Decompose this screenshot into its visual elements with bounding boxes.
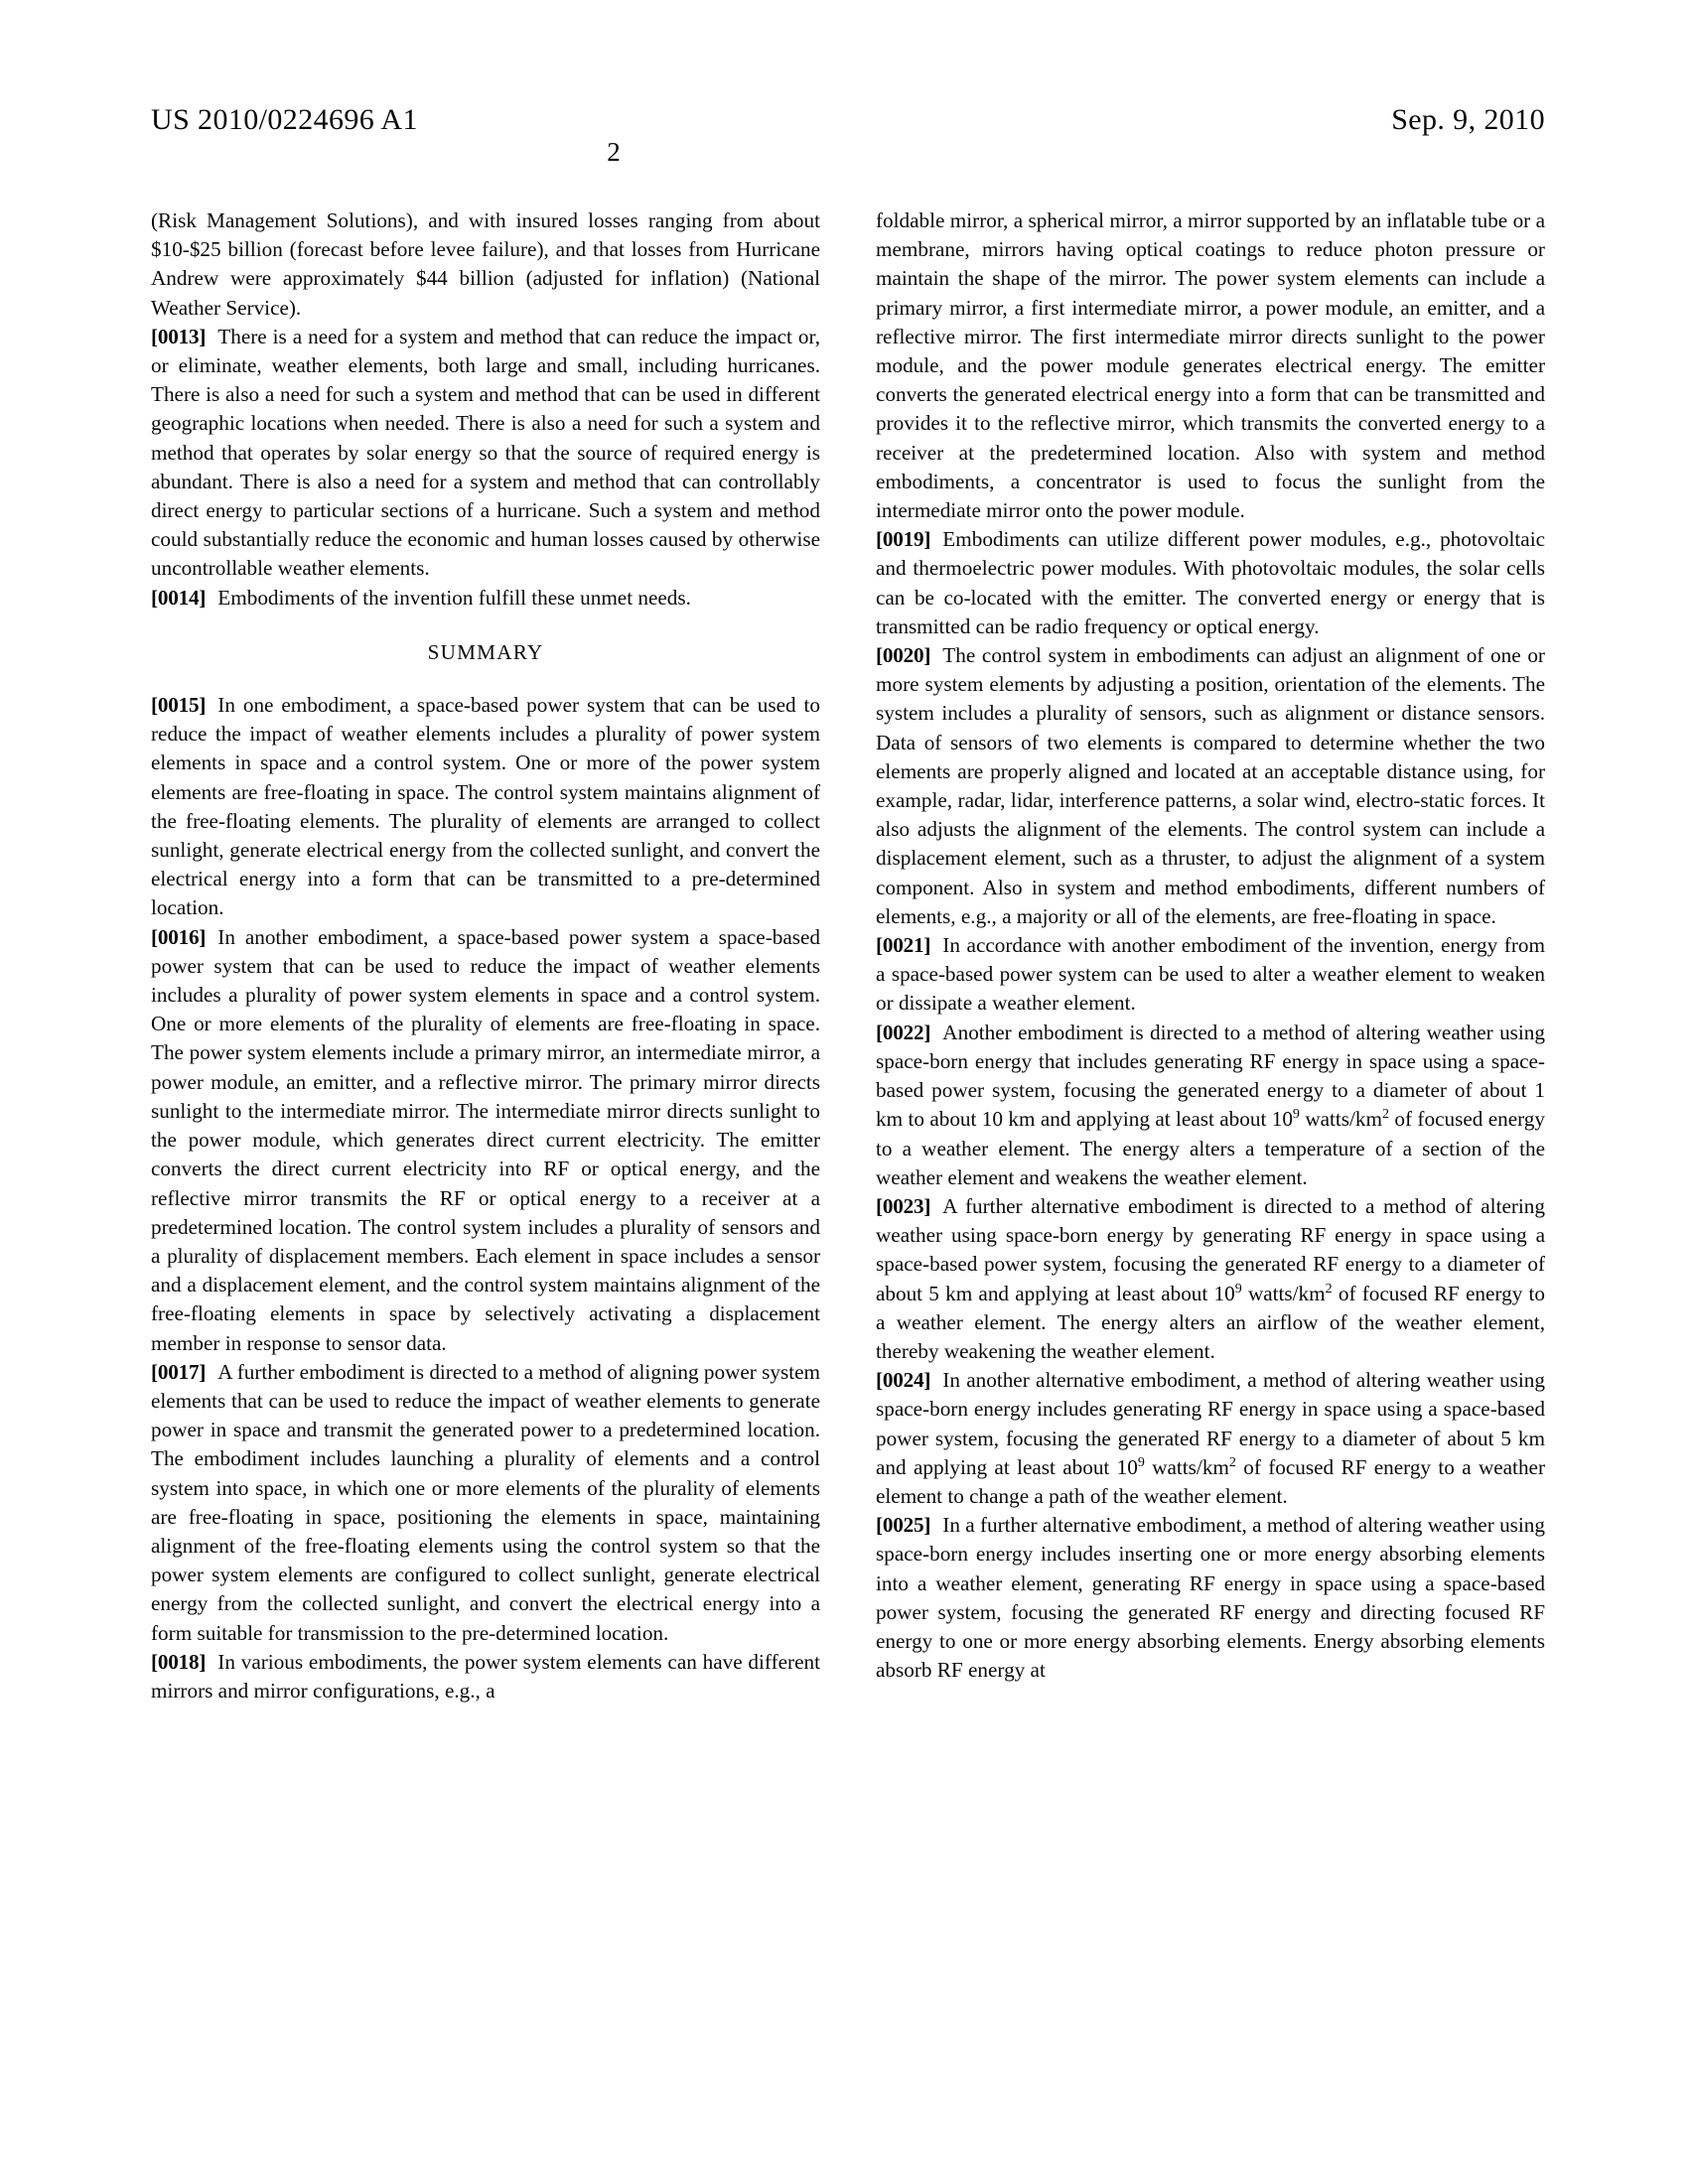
paragraph-text-0023-sup2: 2: [1325, 1281, 1333, 1297]
paragraph-0023: [876, 1192, 1545, 1366]
paragraph-number-0013: [0013]: [151, 324, 207, 348]
paragraph-number-0020: [0020]: [876, 643, 931, 668]
paragraph-number-0017: [0017]: [151, 1359, 207, 1384]
paragraph-0014: [151, 584, 820, 613]
paragraph-text-0013: There is a need for a system and method that can reduce the impact or, or eliminate, weather elements, both large and small, including hurricanes. There is also a need for such a system and method that can be used in different geographic locations when needed. There is also a need for such a system and method that operates by solar energy so that the source of required energy is abundant. There is also a need for a system and method that can controllably direct energy to particular sections of a hurricane. Such a system and method could substantially reduce the economic and human losses caused by otherwise uncontrollable weather elements.: [151, 324, 820, 581]
paragraph-text-0016: In another embodiment, a space-based power system a space-based power system that can be used to reduce the impact of weather elements includes a plurality of power system elements in space and a control system. One or more elements of the plurality of elements are free-floating in space. The power system elements include a primary mirror, an intermediate mirror, a power module, an emitter, and a reflective mirror. The primary mirror directs sunlight to the intermediate mirror. The intermediate mirror directs sunlight to the power module, which generates direct current electricity. The emitter converts the direct current electricity into RF or optical energy, and the reflective mirror transmits the RF or optical energy to a receiver at a predetermined location. The control system includes a plurality of sensors and a plurality of displacement members. Each element in space includes a sensor and a displacement element, and the control system maintains alignment of the free-floating elements in space by selectively activating a displacement member in response to sensor data.: [151, 924, 820, 1355]
paragraph-0024: [876, 1366, 1545, 1511]
two-column-body: [151, 206, 1545, 2093]
continued-paragraph-right: foldable mirror, a spherical mirror, a mirror supported by an inflatable tube or a membrane, mirrors having optical coatings to reduce photon pressure or maintain the shape of the mirror. The power system elements can include a primary mirror, a first intermediate mirror, a power module, an emitter, and a reflective mirror. The first intermediate mirror directs sunlight to the power module, and the power module generates electrical energy. The emitter converts the generated electrical energy into a form that can be transmitted and provides it to the reflective mirror, which transmits the converted energy to a receiver at the predetermined location. Also with system and method embodiments, a concentrator is used to focus the sunlight from the intermediate mirror onto the power module.: [876, 208, 1545, 523]
paragraph-number-0019: [0019]: [876, 527, 931, 552]
paragraph-text-0023-sup1: 9: [1234, 1281, 1242, 1297]
paragraph-number-0016: [0016]: [151, 924, 207, 949]
paragraph-0025: [876, 1511, 1545, 1685]
paragraph-0017: [151, 1358, 820, 1648]
paragraph-number-0024: [0024]: [876, 1368, 931, 1393]
paragraph-text-0018: In various embodiments, the power system elements can have different mirrors and mirror configurations, e.g., a: [151, 1649, 820, 1703]
paragraph-0021: [876, 931, 1545, 1019]
right-column: [876, 206, 1545, 2093]
summary-heading: SUMMARY: [427, 639, 544, 664]
paragraph-0016: [151, 923, 820, 1358]
paragraph-text-0024-sup2: 2: [1228, 1454, 1236, 1470]
publication-date: Sep. 9, 2010: [1391, 103, 1545, 136]
paragraph-number-0022: [0022]: [876, 1020, 931, 1044]
paragraph-0018: [151, 1648, 820, 1706]
paragraph-0013: [151, 323, 820, 584]
continued-paragraph-left: (Risk Management Solutions), and with insured losses ranging from about $10-$25 billion (forecast before levee failure), and that losses from Hurricane Andrew were approximately $44 billion (adjusted for inflation) (National Weather Service).: [151, 208, 820, 320]
paragraph-text-0025: In a further alternative embodiment, a method of altering weather using space-born energy includes inserting one or more energy absorbing elements into a weather element, generating RF energy in space using a space-based power system, focusing the generated RF energy and directing focused RF energy to one or more energy absorbing elements. Energy absorbing elements absorb RF energy at: [876, 1513, 1545, 1683]
paragraph-text-0024-c: of focused RF energy to a weather element to change a path of the weather element.: [876, 1454, 1545, 1508]
paragraph-number-0014: [0014]: [151, 585, 207, 610]
paragraph-number-0025: [0025]: [876, 1513, 931, 1538]
paragraph-text-0021: In accordance with another embodiment of the invention, energy from a space-based power system can be used to alter a weather element to weaken or dissipate a weather element.: [876, 933, 1545, 1016]
paragraph-text-0022-a: Another embodiment is directed to a method of altering weather using space-born energy that includes generating RF energy in space using a space-based power system, focusing the generated energy to a diameter of about 1 km to about 10 km and applying at least about 10: [876, 1020, 1545, 1132]
paragraph-0019: [876, 525, 1545, 641]
paragraph-number-0021: [0021]: [876, 933, 931, 958]
paragraph-text-0023-a: A further alternative embodiment is directed to a method of altering weather using space-born energy by generating RF energy in space using a space-based power system, focusing the generated RF energy to a diameter of about 5 km and applying at least about 10: [876, 1193, 1545, 1305]
paragraph-0022: [876, 1019, 1545, 1192]
paragraph-number-0018: [0018]: [151, 1649, 207, 1674]
paragraph-0015: [151, 691, 820, 923]
paragraph-text-0019: Embodiments can utilize different power modules, e.g., photovoltaic and thermoelectric power modules. With photovoltaic modules, the solar cells can be co-located with the emitter. The converted energy or energy that is transmitted can be radio frequency or optical energy.: [876, 527, 1545, 638]
paragraph-text-0022-sup2: 2: [1382, 1107, 1389, 1123]
paragraph-text-0014: Embodiments of the invention fulfill these unmet needs.: [217, 585, 691, 610]
publication-number: US 2010/0224696 A1: [151, 103, 418, 136]
paragraph-text-0022-sup1: 9: [1292, 1107, 1300, 1123]
paragraph-text-0017: A further embodiment is directed to a method of aligning power system elements that can be used to reduce the impact of weather elements to generate power in space and transmit the generated power to a predetermined location. The embodiment includes launching a plurality of elements and a control system into space, in which one or more elements of the plurality of elements are free-floating in space, positioning the elements in space, maintaining alignment of the free-floating elements using the control system so that the power system elements are configured to collect sunlight, generate electrical energy from the collected sunlight, and convert the electrical energy into a form suitable for transmission to the pre-determined location.: [151, 1359, 820, 1645]
paragraph-text-0023-b: watts/km: [1241, 1281, 1326, 1305]
paragraph-number-0015: [0015]: [151, 693, 207, 718]
paragraph-text-0023-c: of focused RF energy to a weather element. The energy alters an airflow of the weather element, thereby weakening the weather element.: [876, 1281, 1545, 1363]
paragraph-text-0024-b: watts/km: [1144, 1454, 1229, 1479]
paragraph-0020: [876, 641, 1545, 931]
paragraph-number-0023: [0023]: [876, 1193, 931, 1218]
page-number: 2: [607, 137, 621, 167]
paragraph-text-0024-sup1: 9: [1137, 1454, 1145, 1470]
paragraph-text-0022-b: watts/km: [1299, 1107, 1382, 1132]
paragraph-text-0015: In one embodiment, a space-based power system that can be used to reduce the impact of weather elements includes a plurality of power system elements in space and a control system. One or more of the power system elements are free-floating in space. The control system maintains alignment of the free-floating elements. The plurality of elements are arranged to collect sunlight, generate electrical energy from the collected sunlight, and convert the electrical energy into a form that can be transmitted to a pre-determined location.: [151, 693, 820, 920]
left-column: [151, 206, 820, 2093]
paragraph-text-0022-c: of focused energy to a weather element. The energy alters a temperature of a section of the weather element and weakens the weather element.: [876, 1107, 1545, 1189]
paragraph-text-0024-a: In another alternative embodiment, a method of altering weather using space-born energy includes generating RF energy in space using a space-based power system, focusing the generated RF energy to a diameter of about 5 km and applying at least about 10: [876, 1368, 1545, 1479]
paragraph-text-0020: The control system in embodiments can adjust an alignment of one or more system elements by adjusting a position, orientation of the elements. The system includes a plurality of sensors, such as alignment or distance sensors. Data of sensors of two elements is compared to determine whether the two elements are properly aligned and located at an acceptable distance using, for example, radar, lidar, interference patterns, a solar wind, electro-static forces. It also adjusts the alignment of the elements. The control system can include a displacement element, such as a thruster, to adjust the alignment of a system component. Also in system and method embodiments, different numbers of elements, e.g., a majority or all of the elements, are free-floating in space.: [876, 643, 1545, 928]
